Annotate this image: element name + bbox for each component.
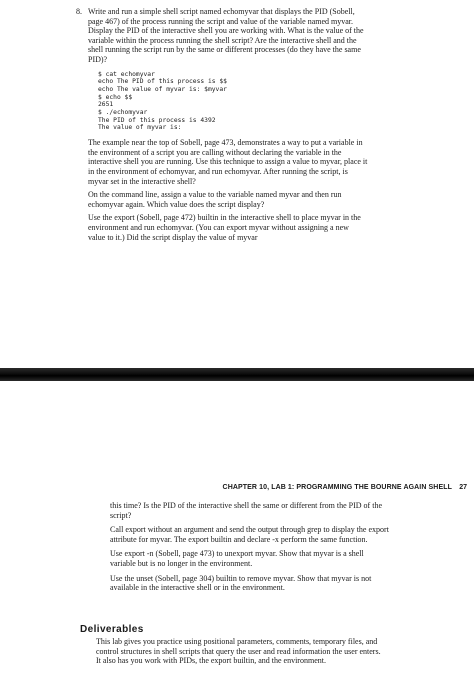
page-divider <box>0 368 474 381</box>
continued-paragraph-4: Use the unset (Sobell, page 304) builtin to remove myvar. Show that myvar is not available in the interactive shell or in the environment. <box>110 573 372 593</box>
question-number: 8. <box>76 7 82 16</box>
header-title: CHAPTER 10, LAB 1: PROGRAMMING THE BOURNE AGAIN SHELL <box>222 484 452 491</box>
question-8 <box>76 7 368 246</box>
page-number: 27 <box>459 484 467 491</box>
page-lower <box>0 381 474 700</box>
running-header <box>0 483 474 495</box>
continued-paragraph-3: Use export -n (Sobell, page 473) to unexport myvar. Show that myvar is a shell variable but is no longer in the environment. <box>110 549 364 568</box>
question-paragraph-2: The example near the top of Sobell, page 473, demonstrates a way to put a variable in the environment of a script you are calling without declaring the variable in the interactive shell you are running. Use this technique to assign a value to myvar, place it in the environment of echomyvar, and run echomyvar. After running the script, is myvar set in the interactive shell? <box>88 138 368 186</box>
question-lead: Write and run a simple shell script named echomyvar that displays the PID (Sobell, page 467) of the process running the script and value of the variable named myvar. Display the PID of the interactive shell you are working with. What is the value of the variable within the process running the shell script? Are the interactive shell and the shell running the script run by the same or different processes (do they have the same PID)? <box>88 7 364 64</box>
continued-paragraph-1: this time? Is the PID of the interactive shell the same or different from the PID of the script? <box>110 501 382 520</box>
question-paragraph-3: On the command line, assign a value to the variable named myvar and then run echomyvar again. Which value does the script display? <box>88 190 342 209</box>
deliverables-body: This lab gives you practice using positional parameters, comments, temporary files, and control structures in shell scripts that query the user and read information the user enters. It also has you work with PIDs, the export builtin, and the environment. <box>96 637 381 666</box>
code-listing: $ cat echomyvar echo The PID of this process is $$ echo The value of myvar is: $myvar $ echo $$ 2651 $ ./echomyvar The PID of this process is 4392 The value of myvar is: <box>98 70 227 132</box>
question-paragraph-4: Use the export (Sobell, page 472) builtin in the interactive shell to place myvar in the environment and run echomyvar. (You can export myvar without assigning a new value to it.) Did the script display the value of myvar <box>88 213 361 242</box>
deliverables-heading: Deliverables <box>80 624 144 635</box>
continued-paragraph-2: Call export without an argument and send the output through grep to display the export attribute for myvar. The export builtin and declare -x perform the same function. <box>110 525 389 544</box>
continued-text <box>110 501 390 598</box>
